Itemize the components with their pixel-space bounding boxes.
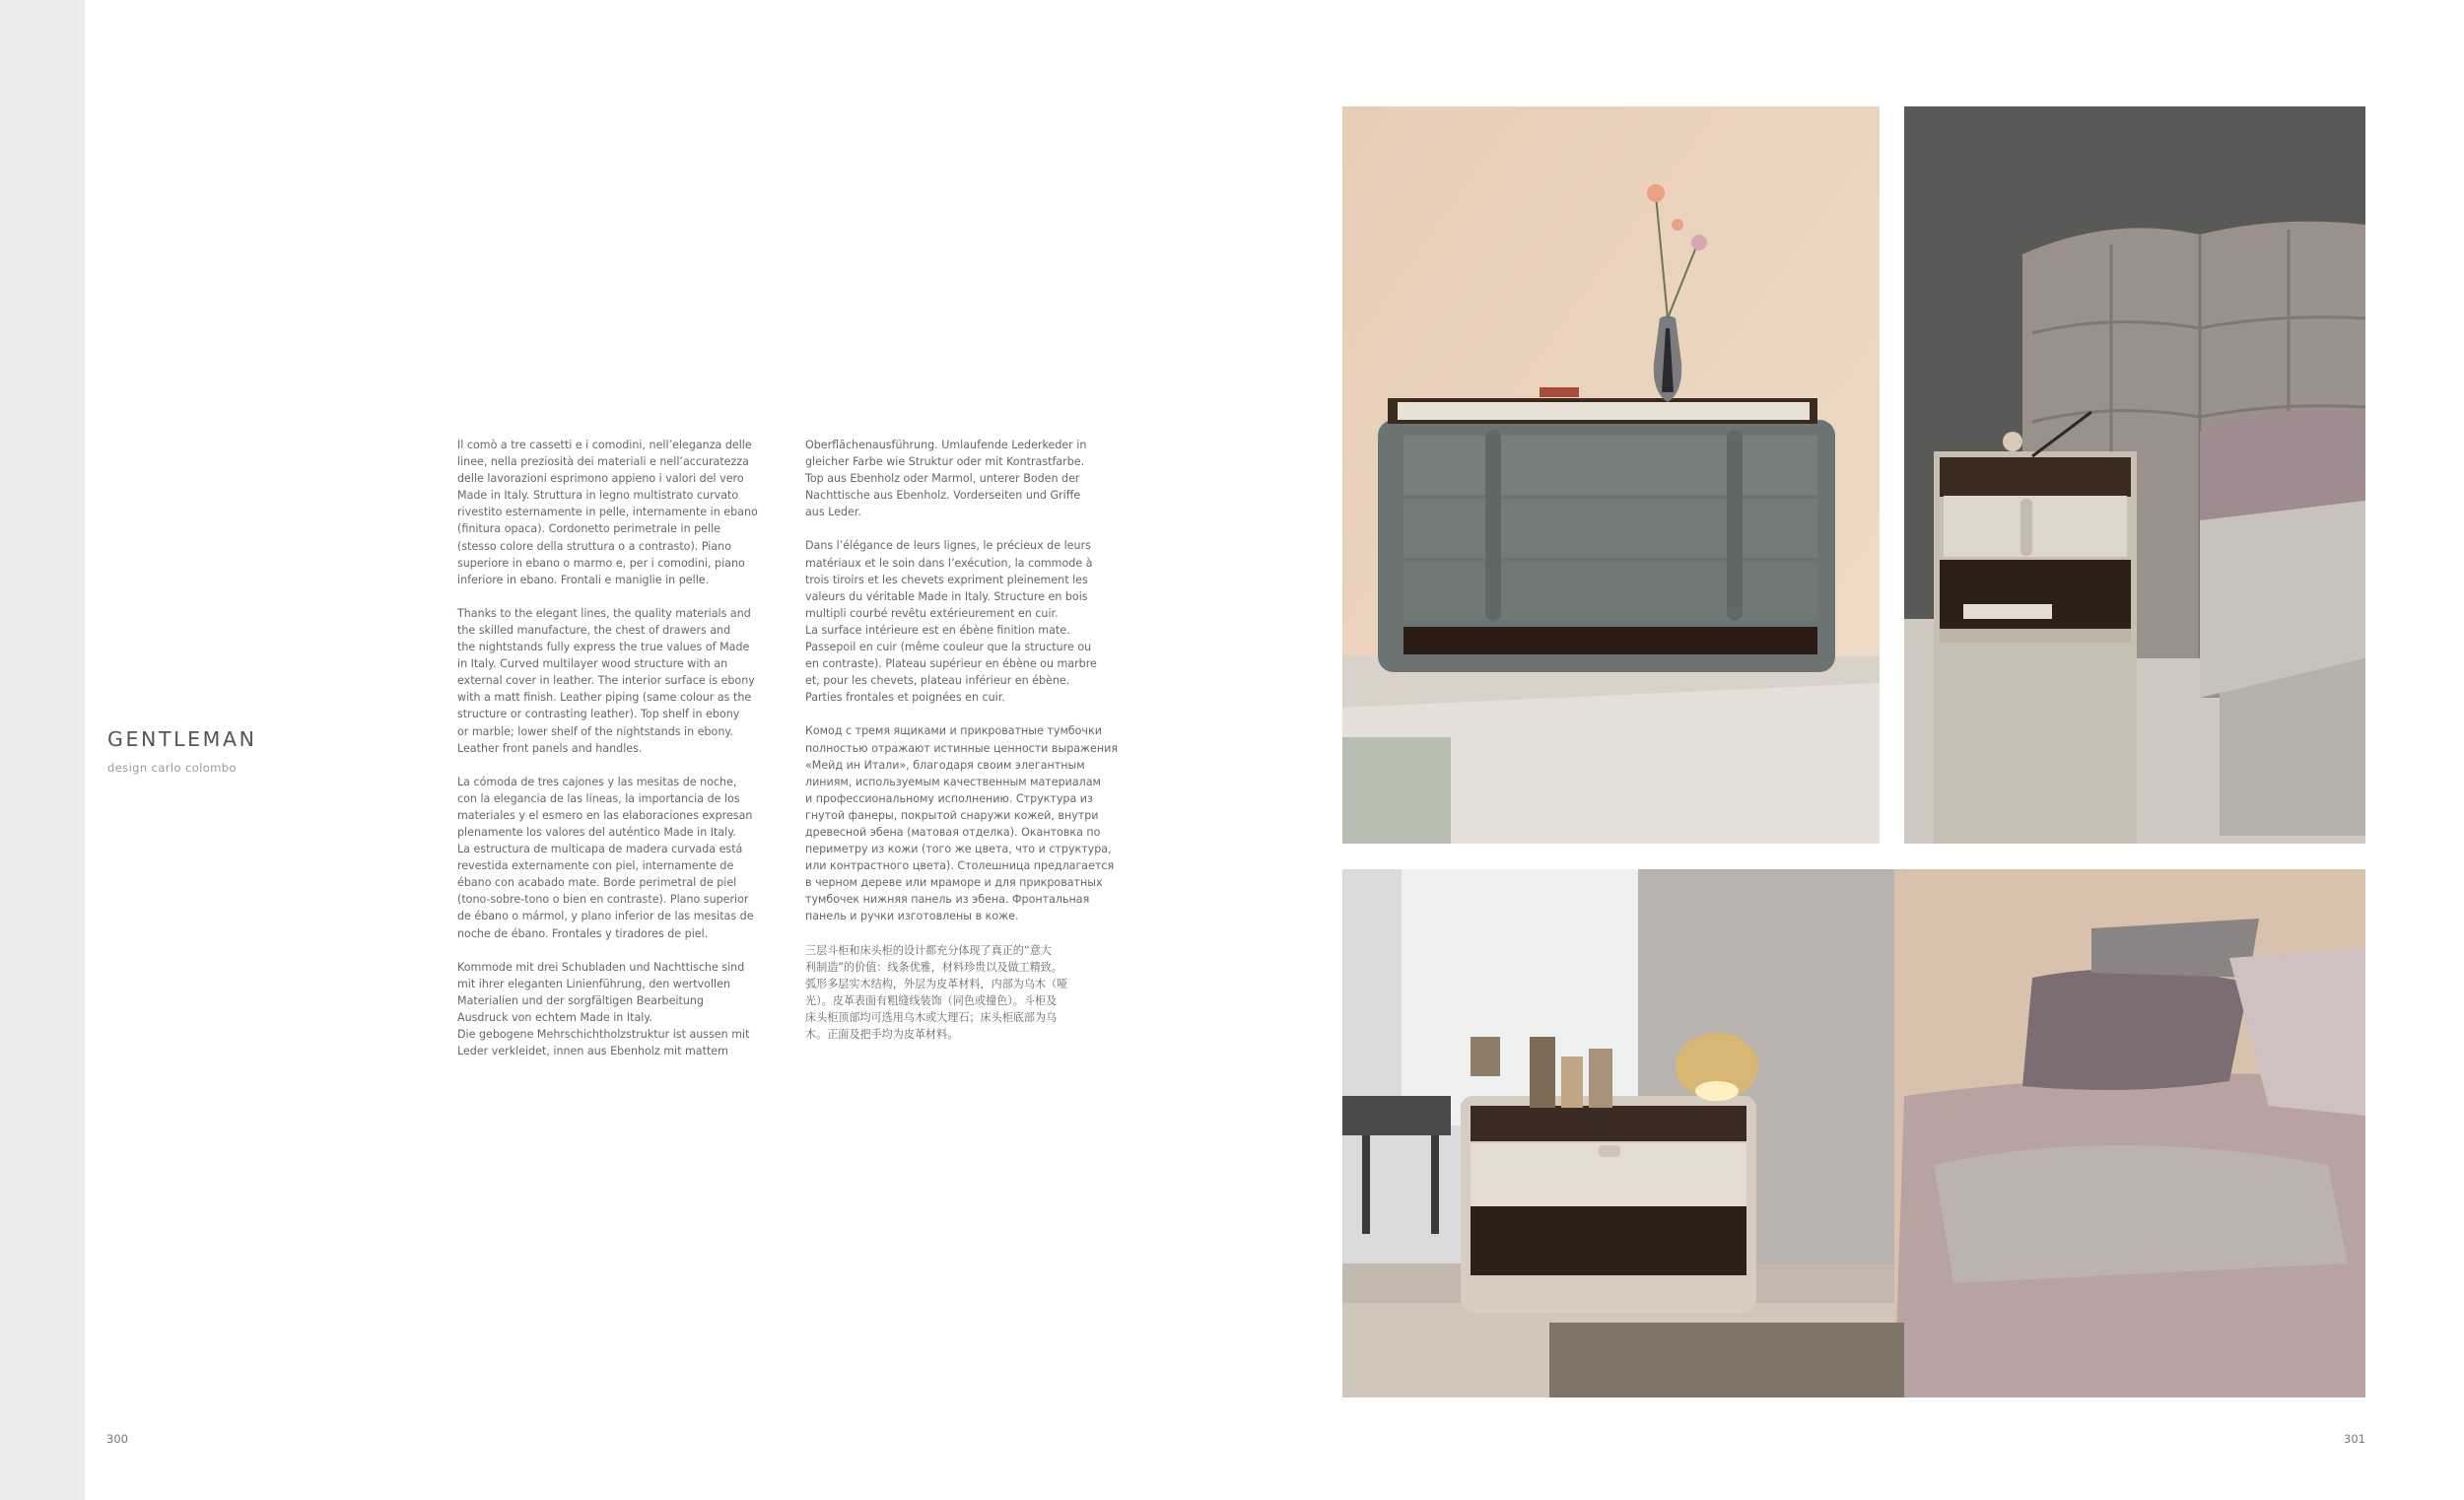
paragraph-italian: Il comò a tre cassetti e i comodini, nell’eleganza delle linee, nella preziosità dei materiali e nell’accuratezza delle lavorazioni esprimono appieno i valori del vero Made in Italy. Struttura in legno multistrato curvato rivestito esternamente in pelle, internamente in ebano (finitura opaca). Cordonetto perimetrale in pelle (stesso colore della struttura o a contrasto). Piano superiore in ebano o marmo e, per i comodini, piano inferiore in ebano. Frontali e maniglie in pelle. [457,439,758,586]
product-title: GENTLEMAN [107,727,257,751]
paragraph-spanish: La cómoda de tres cajones y las mesitas de noche, con la elegancia de las líneas, la importancia de los materiales y el esmero en las elaboraciones expresan plenamente los valores del auténtico Made in Italy. La estructura de multicapa de madera curvada está revestida externamente con piel, internamente de ébano con acabado mate. Borde perimetral de piel (tono-sobre-tono o bien en contraste). Plano superior de ébano o mármol, y plano inferior de las mesitas de noche de ébano. Frontales y tiradores de piel. [457,775,754,940]
text-column-right [805,437,1145,1059]
photo-chest-of-drawers [1342,106,1880,844]
paragraph-german-end: Oberflächenausführung. Umlaufende Lederkeder in gleicher Farbe wie Struktur oder mit Kontrastfarbe. Top aus Ebenholz oder Marmol, unterer Boden der Nachttische aus Ebenholz. Vorderseiten und Griffe aus Leder. [805,439,1087,519]
text-column-left [457,437,783,1076]
paragraph-english: Thanks to the elegant lines, the quality materials and the skilled manufacture, the chest of drawers and the nightstands fully express the true values of Made in Italy. Curved multilayer wood structure with an external cover in leather. The interior surface is ebony with a matt finish. Leather piping (same colour as the structure or contrasting leather). Top shelf in ebony or marble; lower shelf of the nightstands in ebony. Leather front panels and handles. [457,606,755,755]
paragraph-chinese: 三层斗柜和床头柜的设计都充分体现了真正的“意大 利制造”的价值：线条优雅，材料珍贵以及做工精致。 弧形多层实木结构，外层为皮革材料，内部为乌木（哑 光）。皮革表面有粗缝线装饰（同色或撞色）。斗柜及 床头柜顶部均可选用乌木或大理石；床头柜底部为乌 木。正面及把手均为皮革材料。 [805,943,1068,1041]
paragraph-french: Dans l’élégance de leurs lignes, le précieux de leurs matériaux et le soin dans l’exécution, la commode à trois tiroirs et les chevets expriment pleinement les valeurs du véritable Made in Italy. Structure en bois multipli courbé revêtu extérieurement en cuir. La surface intérieure est en ébène finition mate. Passepoil en cuir (même couleur que la structure ou en contraste). Plateau supérieur en ébène ou marbre et, pour les chevets, plateau inférieur en ébène. Parties frontales et poignées en cuir. [805,539,1097,705]
page-number-right: 301 [2344,1432,2365,1446]
photo-nightstand-headboard [1904,106,2365,844]
paragraph-german-start: Kommode mit drei Schubladen und Nachttische sind mit ihrer eleganten Linienführung, den wertvollen Materialien und der sorgfältigen Bearbeitung Ausdruck von echtem Made in Italy. Die gebogene Mehrschichtholzstruktur ist aussen mit Leder verkleidet, innen aus Ebenholz mit mattem [457,960,750,1058]
page-spine-strip [0,0,85,1500]
page-number-left: 300 [106,1432,128,1446]
paragraph-russian: Комод с тремя ящиками и прикроватные тумбочки полностью отражают истинные ценности выражения «Мейд ин Итали», благодаря своим элегантным линиям, используемым качественным материалам и профессиональному исполнению. Структура из гнутой фанеры, покрытой снаружи кожей, внутри древесной эбена (матовая отделка). Окантовка по периметру из кожи (того же цвета, что и структура, или контрастного цвета). Столешница предлагается в черном дереве или мраморе и для прикроватных тумбочек нижняя панель из эбена. Фронтальная панель и ручки изготовлены в коже. [805,724,1119,923]
photo-bedroom-nightstand-lamp [1342,869,2365,1398]
designer-credit: design carlo colombo [107,761,237,775]
